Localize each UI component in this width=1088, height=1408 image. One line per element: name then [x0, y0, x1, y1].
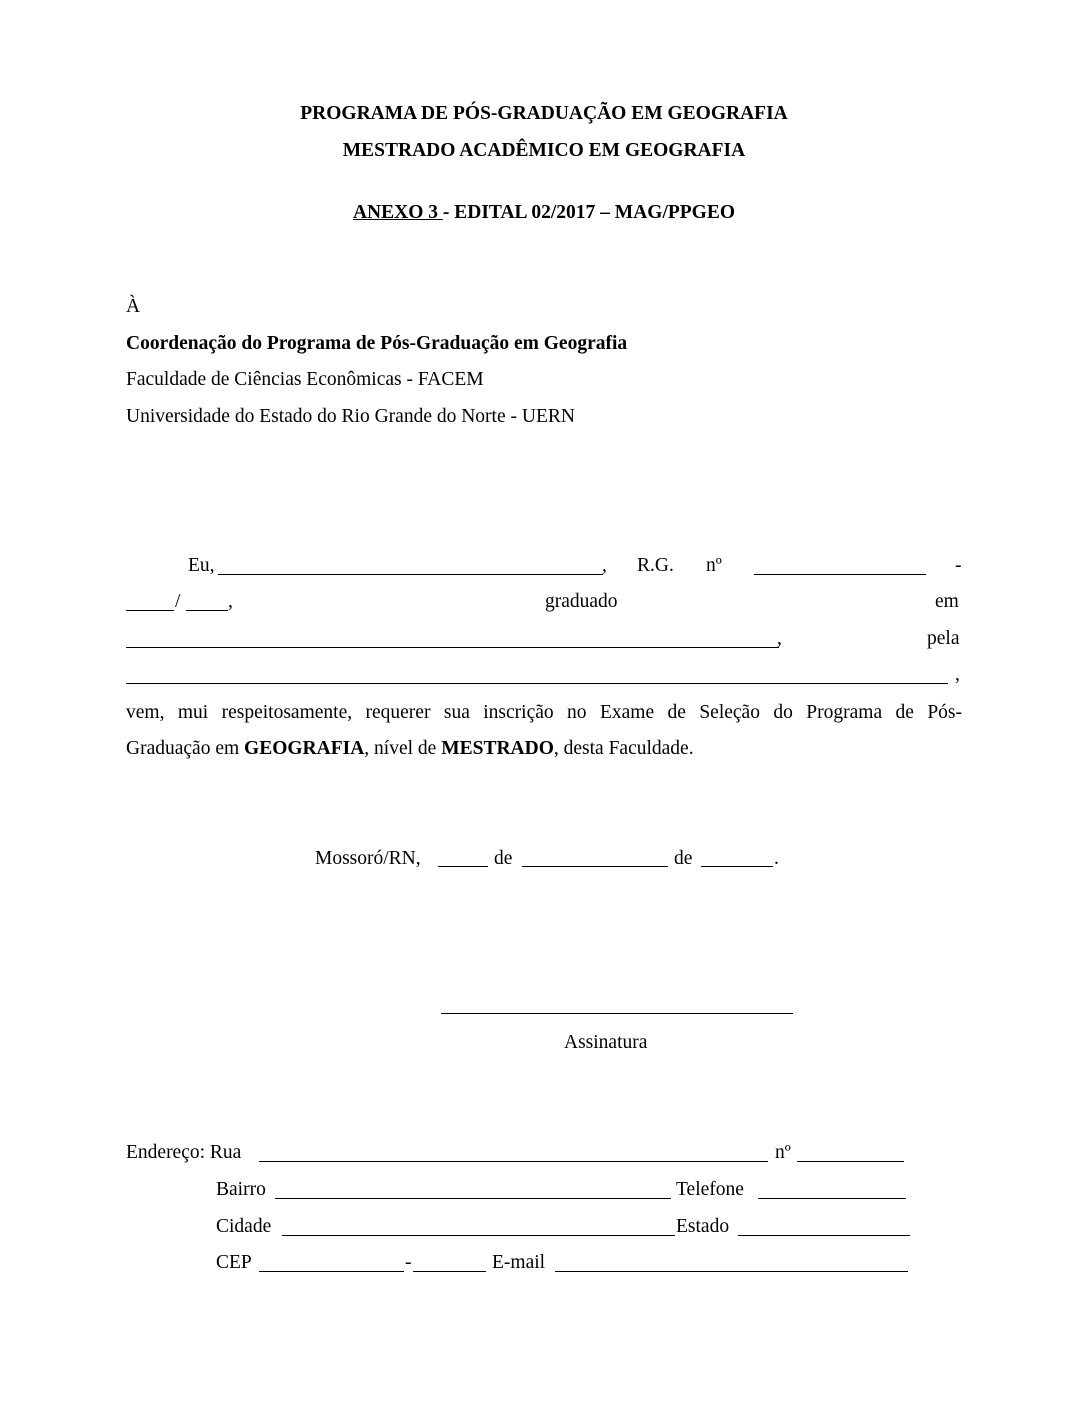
- name-comma: ,: [602, 555, 607, 576]
- request-text-line2: [126, 738, 694, 760]
- addressee-to: À: [126, 296, 141, 317]
- address-number-field[interactable]: [797, 1161, 904, 1162]
- cep-field-part1[interactable]: [259, 1271, 404, 1272]
- mestrado-emphasis: MESTRADO: [441, 738, 554, 759]
- request-text-line1: vem, mui respeitosamente, requerer sua inscrição no Exame de Seleção do Programa de Pós-: [126, 702, 962, 723]
- endereco-label: [126, 1142, 241, 1164]
- annex-edital: - EDITAL 02/2017 – MAG/PPGEO: [442, 202, 736, 223]
- rg-comma: ,: [228, 591, 233, 612]
- estado-label: Estado: [676, 1216, 730, 1237]
- date-de1: de: [494, 848, 513, 869]
- addressee-coordination: Coordenação do Programa de Pós-Graduação em Geografia: [126, 333, 628, 354]
- rg-state-field[interactable]: [186, 610, 228, 611]
- email-field[interactable]: [555, 1271, 908, 1272]
- cidade-field[interactable]: [282, 1235, 675, 1236]
- course-title: MESTRADO ACADÊMICO EM GEOGRAFIA: [342, 140, 746, 161]
- annex-number: ANEXO 3: [352, 202, 443, 223]
- course-comma: ,: [777, 628, 782, 649]
- request-text-part: , desta Faculdade.: [553, 738, 694, 759]
- request-text-part: Graduação em: [126, 738, 245, 759]
- cep-dash: -: [405, 1252, 412, 1273]
- institution-comma: ,: [955, 664, 960, 685]
- telefone-label: Telefone: [676, 1179, 744, 1200]
- name-field[interactable]: [218, 574, 603, 575]
- street-field[interactable]: [259, 1161, 768, 1162]
- signature-label: Assinatura: [564, 1032, 648, 1053]
- estado-field[interactable]: [738, 1235, 910, 1236]
- rg-label: R.G.: [637, 555, 674, 576]
- cidade-label: Cidade: [216, 1216, 272, 1237]
- year-field[interactable]: [701, 866, 773, 867]
- rg-field[interactable]: [754, 574, 926, 575]
- geografia-emphasis: GEOGRAFIA: [244, 738, 365, 759]
- day-field[interactable]: [438, 866, 488, 867]
- cep-field-part2[interactable]: [413, 1271, 486, 1272]
- program-title: PROGRAMA DE PÓS-GRADUAÇÃO EM GEOGRAFIA: [300, 103, 788, 124]
- em-label: em: [935, 591, 959, 612]
- cep-label: CEP: [216, 1252, 252, 1273]
- graduado-label: graduado: [545, 591, 618, 612]
- addressee-university: Universidade do Estado do Rio Grande do Norte - UERN: [126, 406, 575, 427]
- date-de2: de: [674, 848, 693, 869]
- endereco-text: Endereço:: [126, 1142, 206, 1163]
- rg-dash: -: [955, 555, 962, 576]
- date-period: .: [774, 848, 779, 869]
- signature-line[interactable]: [441, 1013, 793, 1014]
- telefone-field[interactable]: [758, 1198, 906, 1199]
- date-city: Mossoró/RN,: [315, 848, 421, 869]
- month-field[interactable]: [522, 866, 668, 867]
- rg-number-label: nº: [706, 555, 722, 576]
- request-text-part: , nível de: [364, 738, 442, 759]
- email-label: E-mail: [492, 1252, 546, 1273]
- institution-field[interactable]: [126, 683, 948, 684]
- pela-label: pela: [927, 628, 960, 649]
- bairro-label: Bairro: [216, 1179, 266, 1200]
- eu-label: Eu,: [188, 555, 215, 576]
- rg-issuer-field[interactable]: [126, 610, 174, 611]
- course-field[interactable]: [126, 647, 779, 648]
- annex-heading: [0, 202, 1088, 224]
- addressee-faculty: Faculdade de Ciências Econômicas - FACEM: [126, 369, 484, 390]
- address-number-label: nº: [775, 1142, 791, 1163]
- rua-label: Rua: [209, 1142, 242, 1163]
- bairro-field[interactable]: [275, 1198, 671, 1199]
- rg-slash: /: [175, 591, 181, 612]
